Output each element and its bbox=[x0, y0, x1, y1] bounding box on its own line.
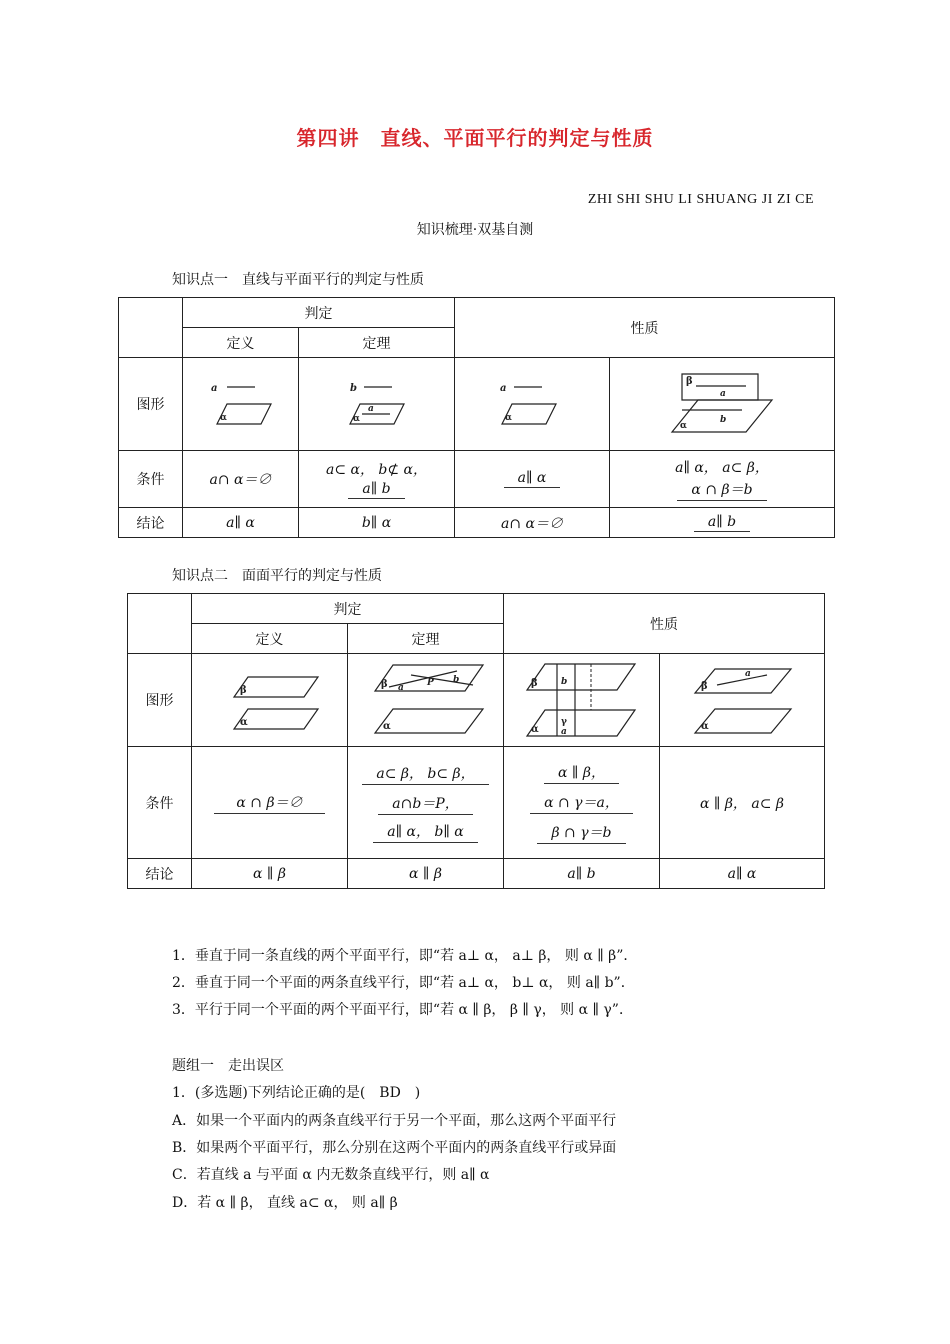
row-figure-label: 图形 bbox=[119, 358, 183, 451]
col-judge: 判定 bbox=[183, 298, 455, 328]
line-plane-table bbox=[118, 297, 835, 538]
concl2-prop1: a∥ b bbox=[504, 859, 660, 889]
row-condition-label-2: 条件 bbox=[128, 747, 192, 859]
row-condition-label: 条件 bbox=[119, 451, 183, 508]
svg-text:β: β bbox=[701, 681, 708, 692]
cond2-def-text: α ∩ β＝∅ bbox=[214, 792, 324, 814]
figure-prop2 bbox=[610, 358, 835, 451]
svg-text:α: α bbox=[701, 721, 709, 732]
svg-text:β: β bbox=[530, 678, 538, 689]
question-stem: 1．(多选题)下列结论正确的是( BD ) bbox=[172, 1085, 421, 1101]
svg-text:α: α bbox=[219, 413, 227, 423]
plane-plane-table bbox=[127, 593, 825, 889]
row-conclusion-label-2: 结论 bbox=[128, 859, 192, 889]
concl2-theorem: α ∥ β bbox=[348, 859, 504, 889]
svg-text:b: b bbox=[349, 383, 357, 394]
svg-text:α: α bbox=[239, 717, 248, 728]
svg-text:β: β bbox=[380, 679, 388, 690]
cond2-theorem-line2: a∩b＝P， bbox=[378, 793, 472, 815]
cond2-def bbox=[192, 747, 348, 859]
concl-theorem: b∥ α bbox=[299, 508, 455, 538]
figure-def bbox=[183, 358, 299, 451]
svg-text:α: α bbox=[505, 413, 512, 423]
col-property-2: 性质 bbox=[504, 594, 825, 654]
svg-text:a: a bbox=[500, 383, 507, 394]
cond-prop1-text: a∥ α bbox=[504, 470, 561, 488]
cond2-theorem bbox=[348, 747, 504, 859]
svg-text:γ: γ bbox=[560, 717, 567, 727]
svg-text:a: a bbox=[210, 383, 217, 394]
col-theorem: 定理 bbox=[299, 328, 455, 358]
section1-heading: 知识点一 直线与平面平行的判定与性质 bbox=[172, 272, 424, 288]
pinyin-header: ZHI SHI SHU LI SHUANG JI ZI CE bbox=[587, 192, 814, 207]
cond2-prop1-line2: α ∩ γ＝a， bbox=[530, 792, 633, 814]
page-title: 第四讲 直线、平面平行的判定与性质 bbox=[296, 126, 654, 150]
corner-cell-2 bbox=[128, 594, 192, 654]
row-conclusion-label: 结论 bbox=[119, 508, 183, 538]
concl-def: a∥ α bbox=[183, 508, 299, 538]
cond2-prop1-line3: β ∩ γ＝b bbox=[537, 822, 625, 844]
svg-text:β: β bbox=[239, 685, 247, 696]
cond-def: a∩ α＝∅ bbox=[183, 451, 299, 508]
cond-theorem-line2: a∥ b bbox=[348, 481, 404, 499]
svg-text:β: β bbox=[686, 376, 693, 387]
note-3: 3．平行于同一个平面的两个平面平行，即“若 α ∥ β， β ∥ γ， 则 α ∥ γ”． bbox=[172, 1002, 633, 1018]
concl2-prop2: a∥ α bbox=[660, 859, 825, 889]
col-definition: 定义 bbox=[183, 328, 299, 358]
option-c: C．若直线 a 与平面 α 内无数条直线平行，则 a∥ α bbox=[172, 1167, 490, 1183]
option-d: D．若 α ∥ β， 直线 a⊂ α， 则 a∥ β bbox=[172, 1195, 398, 1211]
figure2-prop1 bbox=[504, 654, 660, 747]
svg-text:a: a bbox=[560, 727, 567, 737]
concl-prop2 bbox=[610, 508, 835, 538]
figure-theorem bbox=[299, 358, 455, 451]
svg-text:P: P bbox=[426, 678, 434, 688]
note-1: 1．垂直于同一条直线的两个平面平行，即“若 a⊥ α， a⊥ β， 则 α ∥ β”． bbox=[172, 948, 638, 964]
figure2-def bbox=[192, 654, 348, 747]
row-figure-label-2: 图形 bbox=[128, 654, 192, 747]
cond-prop2-line2: α ∩ β＝b bbox=[677, 479, 766, 501]
col-definition-2: 定义 bbox=[192, 624, 348, 654]
cond-prop2-line1: a∥ α， a⊂ β， bbox=[675, 460, 769, 476]
figure2-theorem bbox=[348, 654, 504, 747]
note-2: 2．垂直于同一个平面的两条直线平行，即“若 a⊥ α， b⊥ α， 则 a∥ b”． bbox=[172, 975, 635, 991]
cond-theorem bbox=[299, 451, 455, 508]
section-subtitle: 知识梳理·双基自测 bbox=[416, 222, 534, 238]
group-heading: 题组一 走出误区 bbox=[172, 1058, 284, 1074]
svg-text:a: a bbox=[367, 404, 374, 414]
svg-text:α: α bbox=[382, 721, 391, 732]
figure-prop1 bbox=[455, 358, 610, 451]
svg-text:a: a bbox=[397, 683, 404, 693]
figure2-prop2 bbox=[660, 654, 825, 747]
svg-text:b: b bbox=[560, 677, 567, 687]
option-b: B．如果两个平面平行，那么分别在这两个平面内的两条直线平行或异面 bbox=[172, 1140, 617, 1156]
svg-text:α: α bbox=[352, 414, 360, 424]
section2-heading: 知识点二 面面平行的判定与性质 bbox=[172, 568, 382, 584]
cond2-prop1 bbox=[504, 747, 660, 859]
concl2-def: α ∥ β bbox=[192, 859, 348, 889]
option-a: A．如果一个平面内的两条直线平行于另一个平面，那么这两个平面平行 bbox=[172, 1113, 617, 1129]
cond-theorem-line1: a⊂ α， b⊄ α， bbox=[325, 462, 428, 478]
svg-text:α: α bbox=[680, 421, 687, 431]
cond2-theorem-line1: a⊂ β， b⊂ β， bbox=[362, 763, 488, 785]
cond2-theorem-line3: a∥ α， b∥ α bbox=[373, 821, 478, 843]
svg-text:a: a bbox=[720, 389, 726, 399]
concl-prop2-text: a∥ b bbox=[694, 514, 750, 532]
svg-text:α: α bbox=[530, 724, 539, 735]
svg-text:b: b bbox=[720, 415, 727, 425]
cond2-prop1-line1: α ∥ β， bbox=[544, 762, 619, 784]
corner-cell bbox=[119, 298, 183, 358]
concl-prop1: a∩ α＝∅ bbox=[455, 508, 610, 538]
svg-text:a: a bbox=[745, 669, 751, 679]
col-judge-2: 判定 bbox=[192, 594, 504, 624]
cond2-prop2: α ∥ β， a⊂ β bbox=[660, 747, 825, 859]
cond-prop1 bbox=[455, 451, 610, 508]
cond-prop2 bbox=[610, 451, 835, 508]
col-property: 性质 bbox=[455, 298, 835, 358]
col-theorem-2: 定理 bbox=[348, 624, 504, 654]
svg-text:b: b bbox=[452, 675, 459, 685]
